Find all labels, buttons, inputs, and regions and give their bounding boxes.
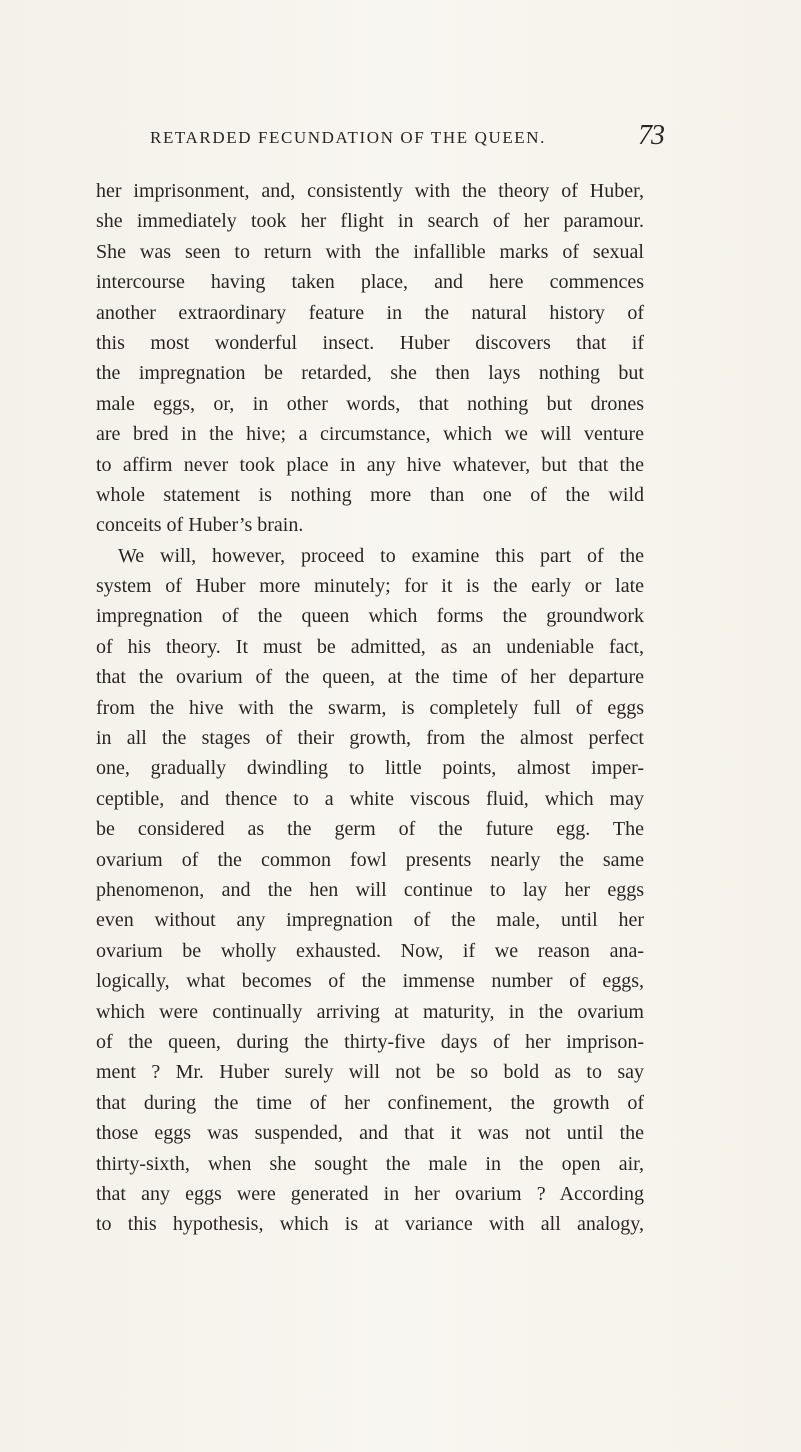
text-line: that any eggs were generated in her ovarium ? According (96, 1182, 644, 1205)
text-line: that during the time of her confinement, the growth of (96, 1091, 644, 1114)
text-line: be considered as the germ of the future egg. The (96, 818, 644, 841)
text-line: are bred in the hive; a circumstance, which we will venture (96, 423, 644, 446)
text-line: even without any impregnation of the male, until her (96, 909, 644, 932)
text-line: her imprisonment, and, consistently with the theory of Huber, (96, 180, 644, 202)
running-header: RETARDED FECUNDATION OF THE QUEEN. (150, 128, 547, 147)
text-line: conceits of Huber’s brain. (96, 514, 304, 537)
text-line: system of Huber more minutely; for it is the early or late (96, 575, 644, 598)
text-line: intercourse having taken place, and here commences (96, 271, 644, 294)
text-line: logically, what becomes of the immense number of eggs, (96, 970, 644, 993)
text-line: which were continually arriving at maturity, in the ovarium (96, 1000, 644, 1023)
text-line: to affirm never took place in any hive whatever, but that the (96, 453, 644, 476)
text-line: of the queen, during the thirty-five days of her imprison- (96, 1030, 644, 1053)
text-line: the impregnation be retarded, she then lays nothing but (96, 362, 644, 385)
text-line: phenomenon, and the hen will continue to lay her eggs (96, 878, 644, 901)
text-line: She was seen to return with the infallible marks of sexual (96, 240, 644, 263)
text-line: that the ovarium of the queen, at the time of her departure (96, 666, 644, 689)
text-line: whole statement is nothing more than one of the wild (96, 483, 644, 506)
text-line: ceptible, and thence to a white viscous fluid, which may (96, 787, 644, 810)
text-line: another extraordinary feature in the natural history of (96, 301, 644, 324)
text-line: those eggs was suspended, and that it was not until the (96, 1122, 644, 1145)
text-line: ovarium of the common fowl presents nearly the same (96, 848, 644, 871)
text-line: We will, however, proceed to examine this part of the (118, 544, 644, 567)
text-line: this most wonderful insect. Huber discovers that if (96, 331, 644, 354)
text-line: thirty-sixth, when she sought the male in the open air, (96, 1152, 644, 1175)
text-line: she immediately took her flight in search of her paramour. (96, 210, 644, 233)
text-line: impregnation of the queen which forms the groundwork (96, 605, 644, 628)
text-line: one, gradually dwindling to little points, almost imper- (96, 757, 644, 780)
text-line: in all the stages of their growth, from the almost perfect (96, 727, 644, 750)
text-line: ment ? Mr. Huber surely will not be so bold as to say (96, 1061, 644, 1084)
text-line: of his theory. It must be admitted, as an undeniable fact, (96, 635, 644, 658)
text-line: from the hive with the swarm, is completely full of eggs (96, 696, 644, 719)
text-line: to this hypothesis, which is at variance with all analogy, (96, 1213, 644, 1236)
page-number: 73 (638, 120, 664, 151)
text-line: ovarium be wholly exhausted. Now, if we reason ana- (96, 939, 644, 962)
body-text (96, 176, 644, 1240)
text-line: male eggs, or, in other words, that nothing but drones (96, 392, 644, 415)
